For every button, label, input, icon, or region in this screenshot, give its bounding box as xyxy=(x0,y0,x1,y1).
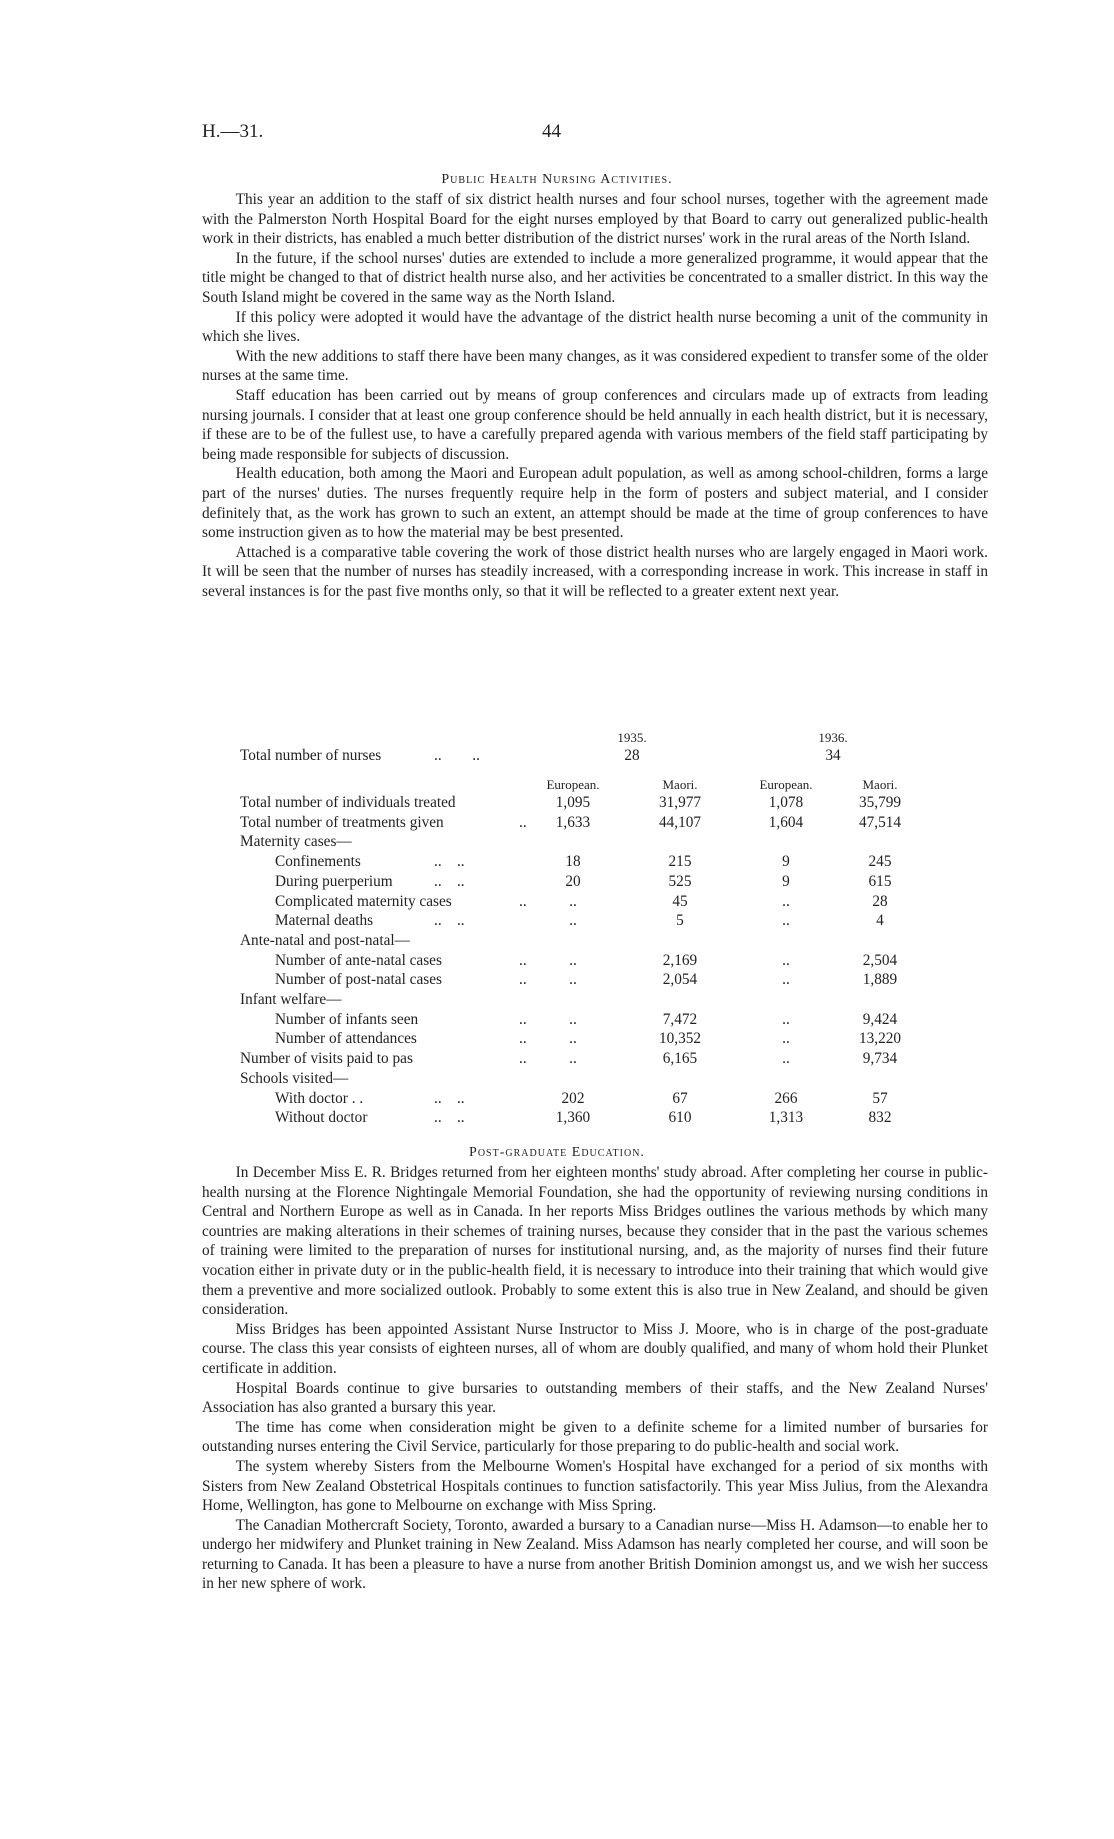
table-cell: .. xyxy=(569,1050,577,1068)
table-cell: 9,734 xyxy=(862,1050,898,1068)
paragraph: In the future, if the school nurses' duties are extended to include a more generalized programme, it would appear that the title might be changed to that of district health nurse also, and her activities be concentrated to a smaller district. In this way the South Island might be covered in the same way as the North Island. xyxy=(202,249,988,306)
table-cell: 832 xyxy=(868,1109,892,1127)
row-label: Confinements xyxy=(275,853,361,871)
table-cell: 610 xyxy=(668,1109,692,1127)
table-cell: 2,054 xyxy=(662,971,698,989)
leader-dots: .. xyxy=(519,892,527,910)
table-cell: 7,472 xyxy=(662,1010,698,1028)
nurses-count-1935: 28 xyxy=(624,747,640,764)
paragraph: In December Miss E. R. Bridges returned from her eighteen months' study abroad. After completing her course in public-health nursing at the Florence Nightingale Memorial Foundation, she had the opportunity of reviewing nursing conditions in Central and Northern Europe as well as in Canada. In her reports Miss Bridges outlines the various methods by which many countries are making alterations in their schemes of training nurses, because they consider that in the past the various schemes of training were limited to the preparation of nurses for institutional nursing, and, as the majority of nurses find their future vocation either in private duty or in the public-health field, it is necessary to introduce into their training that which would give them a preventive and more socialized outlook. Probably to some extent this is also true in New Zealand, and should be given consideration. xyxy=(202,1164,988,1319)
section-heading-post-graduate: Post-graduate Education. xyxy=(469,1145,645,1160)
table-cell: 6,165 xyxy=(662,1050,698,1068)
table-cell: 28 xyxy=(872,892,888,910)
row-label: Number of post-natal cases xyxy=(275,971,442,989)
table-cell: 10,352 xyxy=(658,1030,702,1048)
table-cell: 1,313 xyxy=(768,1109,804,1127)
table-cell: .. xyxy=(782,912,790,930)
table-cell: 266 xyxy=(774,1089,798,1107)
table-cell: 245 xyxy=(868,853,892,871)
row-label: Total number of individuals treated xyxy=(240,794,456,811)
leader-dots: .. xyxy=(519,1010,527,1028)
table-cell: .. xyxy=(782,1010,790,1028)
row-label: Infant welfare— xyxy=(240,991,342,1008)
table-cell: 215 xyxy=(668,853,692,871)
section-heading-public-health: Public Health Nursing Activities. xyxy=(441,172,673,187)
table-cell: 31,977 xyxy=(658,794,702,811)
table-cell: 45 xyxy=(672,892,688,910)
leader-dots: .. .. xyxy=(434,912,465,930)
row-label: Maternity cases— xyxy=(240,833,352,851)
leader-dots: .. xyxy=(519,1030,527,1048)
row-label: Total number of treatments given xyxy=(240,813,444,831)
table-cell: 20 xyxy=(565,872,581,890)
row-label: Maternal deaths xyxy=(275,912,374,930)
section-body-public-health xyxy=(202,190,988,601)
table-cell: .. xyxy=(569,1010,577,1028)
row-label: Complicated maternity cases xyxy=(275,892,452,910)
table-cell: 525 xyxy=(668,872,692,890)
paragraph: If this policy were adopted it would have the advantage of the district health nurse becoming a unit of the community in which she lives. xyxy=(202,308,988,346)
table-cell: 1,360 xyxy=(555,1109,591,1127)
table-cell: 47,514 xyxy=(858,813,902,831)
year-1935: 1935. xyxy=(617,730,647,745)
table-cell: 9 xyxy=(782,853,790,871)
section-body-post-graduate xyxy=(202,1163,988,1594)
paragraph: Miss Bridges has been appointed Assistant Nurse Instructor to Miss J. Moore, who is in charge of the post-graduate course. The class this year consists of eighteen nurses, all of whom are doubly qualified, and many of whom hold their Plunket certificate in addition. xyxy=(202,1320,988,1377)
paragraph: Staff education has been carried out by means of group conferences and circulars made up of extracts from leading nursing journals. I consider that at least one group conference should be held annually in each health district, but it is necessary, if these are to be of the fullest use, to have a carefully prepared agenda with various members of the field staff participating by being made responsible for subjects of discussion. xyxy=(202,386,988,463)
paragraph: Health education, both among the Maori and European adult population, as well as among school-children, forms a large part of the nurses' duties. The nurses frequently require help in the form of posters and subject material, and I consider definitely that, as the work has grown to such an extent, an attempt should be made at the time of group conferences to have some instruction given as to how the material may be best presented. xyxy=(202,465,988,542)
table-cell: 2,169 xyxy=(662,951,698,969)
col-head-european-1935: European. xyxy=(546,777,600,792)
table-cell: 9,424 xyxy=(862,1010,898,1028)
paragraph: The Canadian Mothercraft Society, Toronto, awarded a bursary to a Canadian nurse—Miss H. Adamson—to enable her to undergo her midwifery and Plunket training in New Zealand. Miss Adamson has nearly completed her course, and will soon be returning to Canada. It has been a pleasure to have a nurse from another British Dominion amongst us, and we wish her success in her new sphere of work. xyxy=(202,1516,988,1593)
paragraph: With the new additions to staff there have been many changes, as it was considered expedient to transfer some of the older nurses at the same time. xyxy=(202,347,988,385)
table-cell: 57 xyxy=(872,1089,888,1107)
leader-dots: .. .. xyxy=(434,747,480,764)
table-cell: .. xyxy=(569,912,577,930)
table-cell: 44,107 xyxy=(658,813,702,831)
table-cell: .. xyxy=(782,1050,790,1068)
paragraph: This year an addition to the staff of six district health nurses and four school nurses, together with the agreement made with the Palmerston North Hospital Board for the eight nurses employed by that Board to carry out generalized public-health work in their districts, has enabled a much better distribution of the district nurses' work in the rural areas of the North Island. xyxy=(202,191,988,248)
paragraph: Attached is a comparative table covering the work of those district health nurses who are largely engaged in Maori work. It will be seen that the number of nurses has steadily increased, with a corresponding increase in work. This increase in staff in several instances is for the past five months only, so that it will be reflected to a greater extent next year. xyxy=(202,543,988,600)
table-cell: .. xyxy=(569,892,577,910)
leader-dots: .. xyxy=(519,971,527,989)
row-label: With doctor . . xyxy=(275,1089,364,1107)
leader-dots: .. .. xyxy=(434,1089,465,1107)
table-cell: 1,078 xyxy=(768,794,804,811)
report-reference: H.—31. xyxy=(202,121,264,142)
row-label: Ante-natal and post-natal— xyxy=(240,931,410,949)
row-label: Without doctor xyxy=(275,1109,368,1127)
row-label: Number of infants seen xyxy=(275,1010,419,1028)
table-cell: 1,095 xyxy=(555,794,591,811)
leader-dots: .. xyxy=(519,813,527,831)
col-head-maori-1936: Maori. xyxy=(862,777,898,792)
year-1936: 1936. xyxy=(818,730,848,745)
nurses-label: Total number of nurses xyxy=(240,747,382,764)
table-cell: 1,889 xyxy=(862,971,898,989)
table-cell: .. xyxy=(569,1030,577,1048)
row-label: Schools visited— xyxy=(240,1069,349,1087)
leader-dots: .. xyxy=(519,1050,527,1068)
table-cell: .. xyxy=(782,1030,790,1048)
table-cell: 5 xyxy=(676,912,684,930)
table-cell: 4 xyxy=(876,912,884,930)
table-cell: .. xyxy=(569,971,577,989)
table-cell: .. xyxy=(569,951,577,969)
leader-dots: .. xyxy=(519,951,527,969)
table-cell: 13,220 xyxy=(858,1030,902,1048)
row-label: During puerperium xyxy=(275,872,393,890)
table-cell: 35,799 xyxy=(858,794,902,811)
table-cell: .. xyxy=(782,971,790,989)
row-label: Number of attendances xyxy=(275,1030,417,1048)
leader-dots: .. .. xyxy=(434,1109,465,1127)
page-number: 44 xyxy=(542,121,561,142)
paragraph: The time has come when consideration might be given to a definite scheme for a limited number of bursaries for outstanding nurses entering the Civil Service, particularly for those preparing to do public-health and social work. xyxy=(202,1418,988,1456)
col-head-maori-1935: Maori. xyxy=(662,777,698,792)
table-cell: 18 xyxy=(565,853,581,871)
leader-dots: .. .. xyxy=(434,853,465,871)
table-cell: 9 xyxy=(782,872,790,890)
leader-dots: .. .. xyxy=(434,872,465,890)
table-cell: 1,633 xyxy=(555,813,591,831)
paragraph: The system whereby Sisters from the Melbourne Women's Hospital have exchanged for a period of six months with Sisters from New Zealand Obstetrical Hospitals continues to function satisfactorily. This year Miss Julius, from the Alexandra Home, Wellington, has gone to Melbourne on exchange with Miss Spring. xyxy=(202,1457,988,1515)
table-cell: .. xyxy=(782,951,790,969)
table-cell: 615 xyxy=(868,872,892,890)
col-head-european-1936: European. xyxy=(759,777,813,792)
table-cell: 2,504 xyxy=(862,951,898,969)
table-cell: .. xyxy=(782,892,790,910)
row-label: Number of visits paid to pas xyxy=(240,1050,413,1068)
row-label: Number of ante-natal cases xyxy=(275,951,442,969)
table-cell: 1,604 xyxy=(768,813,804,831)
paragraph: Hospital Boards continue to give bursaries to outstanding members of their staffs, and the New Zealand Nurses' Association has also granted a bursary this year. xyxy=(202,1379,988,1417)
table-cell: 202 xyxy=(561,1089,585,1107)
nurses-count-1936: 34 xyxy=(825,747,841,764)
table-cell: 67 xyxy=(672,1089,688,1107)
